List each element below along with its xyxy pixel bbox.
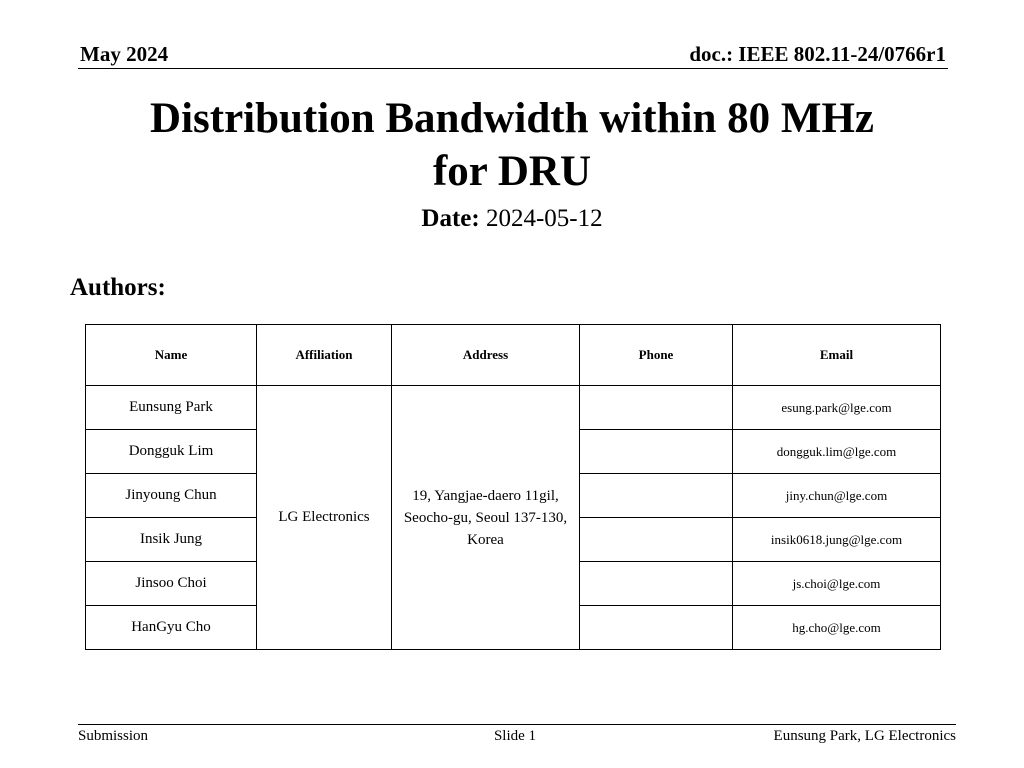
affiliation-cell: LG Electronics bbox=[257, 386, 392, 650]
author-name: Eunsung Park bbox=[86, 386, 257, 430]
header-affiliation: Affiliation bbox=[257, 325, 392, 386]
footer-submission: Submission bbox=[78, 728, 149, 744]
slide-title bbox=[62, 92, 962, 198]
date-label: Date: bbox=[421, 205, 480, 232]
footer-author: Eunsung Park, LG Electronics bbox=[773, 728, 956, 744]
author-phone bbox=[580, 430, 733, 474]
table-header-row bbox=[86, 325, 941, 386]
author-email: dongguk.lim@lge.com bbox=[733, 430, 941, 474]
author-name: Insik Jung bbox=[86, 518, 257, 562]
author-email: insik0618.jung@lge.com bbox=[733, 518, 941, 562]
date-line bbox=[0, 205, 1024, 233]
author-email: esung.park@lge.com bbox=[733, 386, 941, 430]
table-row bbox=[86, 386, 941, 430]
author-phone bbox=[580, 386, 733, 430]
author-name: HanGyu Cho bbox=[86, 606, 257, 650]
author-phone bbox=[580, 562, 733, 606]
authors-table bbox=[85, 324, 941, 650]
author-name: Jinsoo Choi bbox=[86, 562, 257, 606]
authors-heading: Authors: bbox=[70, 274, 166, 301]
header-doc-id: doc.: IEEE 802.11-24/0766r1 bbox=[689, 42, 946, 66]
footer-divider bbox=[78, 724, 956, 725]
author-phone bbox=[580, 606, 733, 650]
header-name: Name bbox=[86, 325, 257, 386]
header-divider bbox=[78, 68, 948, 69]
author-email: hg.cho@lge.com bbox=[733, 606, 941, 650]
header-email: Email bbox=[733, 325, 941, 386]
slide-title-line1: Distribution Bandwidth within 80 MHz bbox=[150, 95, 874, 142]
author-name: Jinyoung Chun bbox=[86, 474, 257, 518]
author-name: Dongguk Lim bbox=[86, 430, 257, 474]
address-cell: 19, Yangjae-daero 11gil, Seocho-gu, Seoul 137-130, Korea bbox=[392, 386, 580, 650]
header-date: May 2024 bbox=[80, 42, 169, 66]
header-phone: Phone bbox=[580, 325, 733, 386]
author-email: js.choi@lge.com bbox=[733, 562, 941, 606]
author-phone bbox=[580, 518, 733, 562]
date-value: 2024-05-12 bbox=[485, 205, 603, 232]
footer-slide-number: Slide 1 bbox=[493, 728, 537, 744]
author-email: jiny.chun@lge.com bbox=[733, 474, 941, 518]
author-phone bbox=[580, 474, 733, 518]
header-address: Address bbox=[392, 325, 580, 386]
slide-title-line2: for DRU bbox=[432, 148, 592, 195]
